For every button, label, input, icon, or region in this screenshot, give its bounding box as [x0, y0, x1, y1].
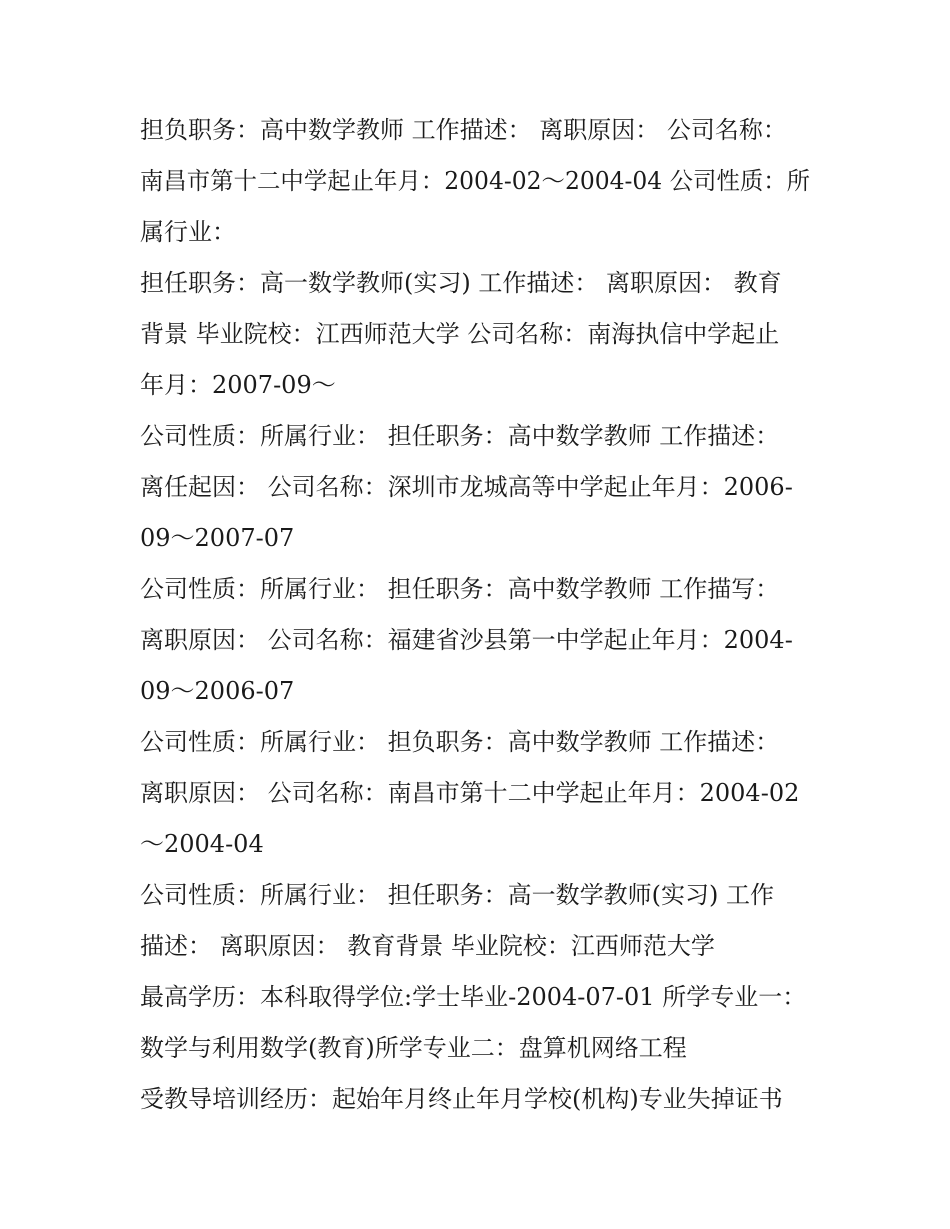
- text-line: 受教导培训经历：起始年月终止年月学校(机构)专业失掉证书: [140, 1085, 783, 1113]
- text-line: 离职原因： 公司名称：福建省沙县第一中学起止年月：2004-: [140, 626, 793, 654]
- text-line: 描述： 离职原因： 教育背景 毕业院校：江西师范大学: [140, 932, 715, 960]
- document-body: [140, 105, 810, 1125]
- text-line: 年月：2007-09～: [140, 371, 336, 399]
- text-line: 09～2007-07: [140, 524, 295, 552]
- text-line: 09～2006-07: [140, 677, 295, 705]
- text-line: 公司性质：所属行业： 担任职务：高中数学教师 工作描述：: [140, 422, 780, 450]
- text-line: 公司性质：所属行业： 担任职务：高中数学教师 工作描写：: [140, 575, 780, 603]
- text-line: 属行业：: [140, 218, 236, 246]
- text-line: 南昌市第十二中学起止年月：2004-02～2004-04 公司性质：所: [140, 167, 811, 195]
- text-line: 背景 毕业院校：江西师范大学 公司名称：南海执信中学起止: [140, 320, 780, 348]
- text-line: 离职原因： 公司名称：南昌市第十二中学起止年月：2004-02: [140, 779, 800, 807]
- text-line: ～2004-04: [140, 830, 264, 858]
- text-line: 公司性质：所属行业： 担负职务：高中数学教师 工作描述：: [140, 728, 780, 756]
- text-line: 担负职务：高中数学教师 工作描述： 离职原因： 公司名称：: [140, 116, 787, 144]
- text-line: 最高学历：本科取得学位:学士毕业-2004-07-01 所学专业一：: [140, 983, 807, 1011]
- text-line: 担任职务：高一数学教师(实习) 工作描述： 离职原因： 教育: [140, 269, 782, 297]
- text-line: 公司性质：所属行业： 担任职务：高一数学教师(实习) 工作: [140, 881, 774, 909]
- text-line: 离任起因： 公司名称：深圳市龙城高等中学起止年月：2006-: [140, 473, 793, 501]
- text-line: 数学与利用数学(教育)所学专业二：盘算机网络工程: [140, 1034, 687, 1062]
